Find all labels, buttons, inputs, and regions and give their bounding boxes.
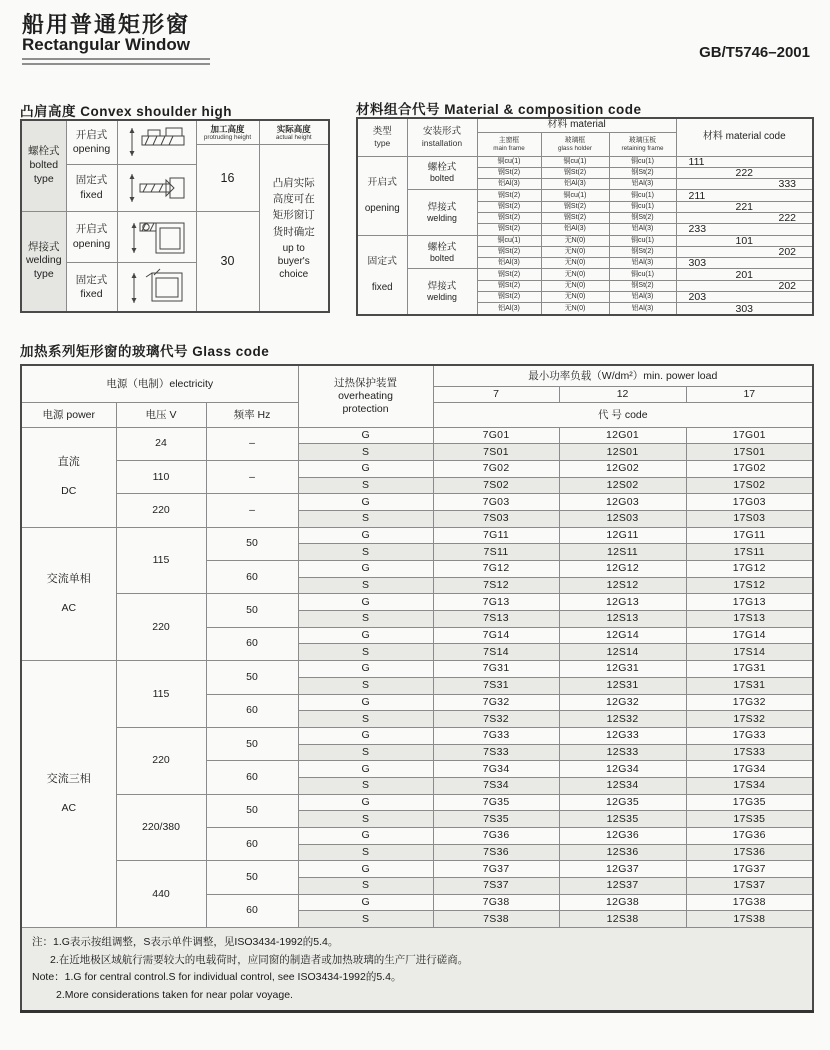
code-17-cell: 17S31 <box>686 677 813 694</box>
code-17-cell: 17G14 <box>686 627 813 644</box>
installation-header: 安装形式 installation <box>407 118 477 156</box>
main-frame-material-cell: 钢St(2) <box>477 292 541 303</box>
shoulder-table <box>20 119 330 313</box>
main-frame-material-cell: 铝Al(3) <box>477 179 541 190</box>
protection-cell: S <box>298 677 433 694</box>
code-17-cell: 17G32 <box>686 694 813 711</box>
note-line-3: Note：1.G for central control.S for individual control, see ISO3434-1992的5.4。 <box>32 971 402 984</box>
frequency-cell: 50 <box>206 861 298 894</box>
code-7-cell: 7S12 <box>433 577 559 594</box>
protection-cell: S <box>298 911 433 928</box>
code-7-cell: 7G02 <box>433 460 559 477</box>
material-table-body <box>357 156 813 315</box>
code-12-cell: 12G03 <box>559 494 686 511</box>
code-17-cell: 17S37 <box>686 878 813 895</box>
code-7-cell: 7S37 <box>433 878 559 895</box>
main-frame-material-cell: 钢St(2) <box>477 190 541 201</box>
code-17-cell: 17G35 <box>686 794 813 811</box>
voltage-cell: 220 <box>116 594 206 661</box>
code-7-cell: 7S34 <box>433 777 559 794</box>
load-17-header: 17 <box>686 386 813 402</box>
installation-cell: 螺栓式 bolted <box>407 156 477 190</box>
glass-section-heading: 加热系列矩形窗的玻璃代号 Glass code <box>20 344 270 359</box>
material-code-cell: 221 <box>676 201 813 212</box>
code-17-cell: 17S13 <box>686 611 813 628</box>
welding-fixed-cross-section-diagram <box>122 265 192 309</box>
note-line-1: 注：1.G表示按组调整，S表示单件调整，见ISO3434-1992的5.4。 <box>32 936 339 949</box>
notes-box <box>21 928 813 1012</box>
retaining-frame-material-cell: 钢St(2) <box>609 167 676 178</box>
code-17-cell: 17S12 <box>686 577 813 594</box>
glass-holder-material-cell: 无N(0) <box>541 258 609 269</box>
retaining-frame-material-cell: 铝Al(3) <box>609 303 676 315</box>
glass-code-table <box>20 364 814 1013</box>
code-17-cell: 17S01 <box>686 444 813 461</box>
bolted-type-en2: type <box>33 172 54 185</box>
retaining-frame-material-cell: 铝Al(3) <box>609 258 676 269</box>
code-7-cell: 7S35 <box>433 811 559 828</box>
main-frame-material-cell: 钢St(2) <box>477 246 541 257</box>
code-12-cell: 12G12 <box>559 561 686 578</box>
code-7-cell: 7S33 <box>433 744 559 761</box>
code-7-cell: 7G11 <box>433 527 559 544</box>
protection-cell: S <box>298 811 433 828</box>
glass-holder-material-cell: 钢St(2) <box>541 201 609 212</box>
frequency-cell: 50 <box>206 727 298 760</box>
code-17-cell: 17S03 <box>686 510 813 527</box>
fixed-cell-2: 固定式 fixed <box>66 262 117 312</box>
material-table-head <box>357 118 813 156</box>
electricity-header: 电源（电制）electricity <box>21 365 298 402</box>
bolted-opening-diagram-cell <box>117 120 196 164</box>
code-7-cell: 7S32 <box>433 711 559 728</box>
main-frame-material-cell: 铝Al(3) <box>477 258 541 269</box>
material-header: 材料 material <box>477 118 676 132</box>
protection-cell: G <box>298 494 433 511</box>
glass-table-body <box>21 427 813 928</box>
load-12-header: 12 <box>559 386 686 402</box>
power-type-cell: 交流单相 AC <box>21 527 116 661</box>
code-12-cell: 12G33 <box>559 727 686 744</box>
protection-cell: S <box>298 844 433 861</box>
code-12-cell: 12S32 <box>559 711 686 728</box>
glass-holder-material-cell: 铝Al(3) <box>541 224 609 235</box>
code-12-cell: 12G31 <box>559 661 686 678</box>
material-row <box>357 190 813 201</box>
protection-cell: S <box>298 477 433 494</box>
code-7-cell: 7G33 <box>433 727 559 744</box>
code-7-cell: 7S31 <box>433 677 559 694</box>
glass-code-row <box>21 861 813 878</box>
code-7-cell: 7G12 <box>433 561 559 578</box>
page-title-chinese: 船用普通矩形窗 <box>22 12 191 37</box>
code-12-cell: 12S35 <box>559 811 686 828</box>
material-table <box>356 117 814 316</box>
code-7-cell: 7G32 <box>433 694 559 711</box>
material-code-cell: 222 <box>676 167 813 178</box>
welding-opening-cross-section-diagram <box>122 215 192 259</box>
protection-cell: G <box>298 861 433 878</box>
shoulder-section-heading: 凸肩高度 Convex shoulder high <box>20 104 233 119</box>
installation-cell: 焊接式 welding <box>407 269 477 315</box>
overheating-protection-header: 过热保护装置 overheating protection <box>298 365 433 427</box>
frequency-cell: 60 <box>206 761 298 794</box>
main-frame-material-cell: 铜cu(1) <box>477 156 541 167</box>
code-17-cell: 17G02 <box>686 460 813 477</box>
voltage-cell: 115 <box>116 527 206 594</box>
title-underline <box>22 58 210 65</box>
code-17-cell: 17S38 <box>686 911 813 928</box>
protection-cell: G <box>298 694 433 711</box>
code-7-cell: 7S02 <box>433 477 559 494</box>
glass-holder-material-cell: 无N(0) <box>541 269 609 280</box>
glass-holder-material-cell: 无N(0) <box>541 235 609 246</box>
main-frame-header: 主窗框 main frame <box>477 132 541 156</box>
power-type-cell: 直流 DC <box>21 427 116 527</box>
material-code-cell: 222 <box>676 212 813 223</box>
protection-cell: G <box>298 427 433 444</box>
material-code-header: 材料 material code <box>676 118 813 156</box>
code-12-cell: 12G32 <box>559 694 686 711</box>
bolted-fixed-diagram-cell <box>117 164 196 211</box>
glass-table-foot <box>21 928 813 1012</box>
code-17-cell: 17S36 <box>686 844 813 861</box>
material-row <box>357 269 813 280</box>
glass-holder-material-cell: 无N(0) <box>541 280 609 291</box>
material-code-cell: 111 <box>676 156 813 167</box>
code-17-cell: 17S34 <box>686 777 813 794</box>
material-code-cell: 211 <box>676 190 813 201</box>
frequency-cell: – <box>206 427 298 460</box>
code-7-cell: 7S03 <box>433 510 559 527</box>
min-power-load-header: 最小功率负载（W/dm²）min. power load <box>433 365 813 386</box>
protection-cell: S <box>298 577 433 594</box>
frequency-cell: 50 <box>206 661 298 694</box>
glass-holder-header: 玻璃框 glass holder <box>541 132 609 156</box>
material-code-cell: 202 <box>676 280 813 291</box>
retaining-frame-material-cell: 铜cu(1) <box>609 190 676 201</box>
code-17-cell: 17G01 <box>686 427 813 444</box>
code-header: 代 号 code <box>433 402 813 427</box>
power-header: 电源 power <box>21 402 116 427</box>
main-frame-material-cell: 钢St(2) <box>477 224 541 235</box>
code-12-cell: 12G38 <box>559 894 686 911</box>
voltage-cell: 220/380 <box>116 794 206 861</box>
glass-code-row <box>21 527 813 544</box>
material-code-cell: 203 <box>676 292 813 303</box>
material-code-cell: 202 <box>676 246 813 257</box>
glass-code-row <box>21 794 813 811</box>
code-17-cell: 17G38 <box>686 894 813 911</box>
glass-holder-material-cell: 铜cu(1) <box>541 156 609 167</box>
glass-code-row <box>21 594 813 611</box>
code-17-cell: 17G03 <box>686 494 813 511</box>
code-7-cell: 7G13 <box>433 594 559 611</box>
code-12-cell: 12G02 <box>559 460 686 477</box>
code-7-cell: 7G01 <box>433 427 559 444</box>
voltage-cell: 110 <box>116 460 206 493</box>
bolted-opening-cross-section-diagram <box>122 123 192 161</box>
main-frame-material-cell: 钢St(2) <box>477 269 541 280</box>
glass-code-row <box>21 727 813 744</box>
voltage-cell: 220 <box>116 727 206 794</box>
protection-cell: G <box>298 561 433 578</box>
protection-cell: S <box>298 611 433 628</box>
protection-cell: G <box>298 661 433 678</box>
protection-cell: S <box>298 444 433 461</box>
bolted-fixed-cross-section-diagram <box>122 168 192 208</box>
welding-type-cell: 焊接式 welding type <box>21 211 66 312</box>
material-code-cell: 101 <box>676 235 813 246</box>
voltage-cell: 24 <box>116 427 206 460</box>
retaining-frame-material-cell: 铝Al(3) <box>609 224 676 235</box>
fixed-cell: 固定式 fixed <box>66 164 117 211</box>
main-frame-material-cell: 钢St(2) <box>477 201 541 212</box>
height-30-cell: 30 <box>196 211 259 312</box>
voltage-header: 电压 V <box>116 402 206 427</box>
voltage-cell: 440 <box>116 861 206 928</box>
code-7-cell: 7S36 <box>433 844 559 861</box>
frequency-cell: 50 <box>206 594 298 627</box>
code-17-cell: 17G31 <box>686 661 813 678</box>
type-header: 类型 type <box>357 118 407 156</box>
code-7-cell: 7S38 <box>433 911 559 928</box>
main-frame-material-cell: 钢St(2) <box>477 280 541 291</box>
opening-cell: 开启式 opening <box>66 120 117 164</box>
note-line-2: 2.在近地极区域航行需要较大的电载荷时，应同窗的制造者或加热玻璃的生产厂进行磋商。 <box>50 953 469 966</box>
glass-holder-material-cell: 铜cu(1) <box>541 190 609 201</box>
voltage-cell: 220 <box>116 494 206 527</box>
code-17-cell: 17S32 <box>686 711 813 728</box>
load-7-header: 7 <box>433 386 559 402</box>
code-12-cell: 12G37 <box>559 861 686 878</box>
material-code-cell: 201 <box>676 269 813 280</box>
height-16-cell: 16 <box>196 144 259 211</box>
frequency-cell: 60 <box>206 694 298 727</box>
glass-holder-material-cell: 钢St(2) <box>541 212 609 223</box>
retaining-frame-material-cell: 铜cu(1) <box>609 201 676 212</box>
code-7-cell: 7S13 <box>433 611 559 628</box>
code-17-cell: 17G12 <box>686 561 813 578</box>
protection-cell: G <box>298 460 433 477</box>
opening-cell-2: 开启式 opening <box>66 211 117 262</box>
bolted-type-en1: bolted <box>29 158 59 171</box>
glass-table-head <box>21 365 813 427</box>
material-code-cell: 333 <box>676 179 813 190</box>
glass-code-row <box>21 494 813 511</box>
glass-holder-material-cell: 无N(0) <box>541 303 609 315</box>
code-17-cell: 17S35 <box>686 811 813 828</box>
glass-holder-material-cell: 无N(0) <box>541 292 609 303</box>
retaining-frame-material-cell: 铜cu(1) <box>609 235 676 246</box>
code-12-cell: 12S34 <box>559 777 686 794</box>
code-17-cell: 17G13 <box>686 594 813 611</box>
protection-cell: S <box>298 644 433 661</box>
code-12-cell: 12G13 <box>559 594 686 611</box>
code-7-cell: 7S14 <box>433 644 559 661</box>
glass-code-row <box>21 460 813 477</box>
protection-cell: S <box>298 744 433 761</box>
glass-holder-material-cell: 铝Al(3) <box>541 179 609 190</box>
retaining-frame-material-cell: 铝Al(3) <box>609 179 676 190</box>
protection-cell: S <box>298 544 433 561</box>
material-code-cell: 233 <box>676 224 813 235</box>
code-12-cell: 12G01 <box>559 427 686 444</box>
retaining-frame-material-cell: 铜cu(1) <box>609 156 676 167</box>
protection-cell: G <box>298 594 433 611</box>
code-12-cell: 12S02 <box>559 477 686 494</box>
code-12-cell: 12S37 <box>559 878 686 895</box>
welding-fixed-diagram-cell <box>117 262 196 312</box>
code-12-cell: 12G14 <box>559 627 686 644</box>
code-7-cell: 7G36 <box>433 828 559 845</box>
frequency-cell: 60 <box>206 828 298 861</box>
protection-cell: G <box>298 527 433 544</box>
code-17-cell: 17G33 <box>686 727 813 744</box>
frequency-header: 频率 Hz <box>206 402 298 427</box>
code-7-cell: 7S11 <box>433 544 559 561</box>
power-type-cell: 交流三相 AC <box>21 661 116 928</box>
retaining-frame-header: 玻璃压板 retaining frame <box>609 132 676 156</box>
protection-cell: S <box>298 711 433 728</box>
protection-cell: G <box>298 794 433 811</box>
page-title-english: Rectangular Window <box>22 35 190 54</box>
protection-cell: S <box>298 777 433 794</box>
code-7-cell: 7G35 <box>433 794 559 811</box>
main-frame-material-cell: 铝Al(3) <box>477 303 541 315</box>
type-cell: 开启式 opening <box>357 156 407 235</box>
bolted-type-cn: 螺栓式 <box>28 145 60 158</box>
code-12-cell: 12S01 <box>559 444 686 461</box>
retaining-frame-material-cell: 钢St(2) <box>609 212 676 223</box>
note-line-4: 2.More considerations taken for near polar voyage. <box>56 988 293 1001</box>
code-12-cell: 12S11 <box>559 544 686 561</box>
code-12-cell: 12G34 <box>559 761 686 778</box>
code-17-cell: 17S02 <box>686 477 813 494</box>
code-12-cell: 12S03 <box>559 510 686 527</box>
protection-cell: G <box>298 727 433 744</box>
main-frame-material-cell: 铜cu(1) <box>477 235 541 246</box>
material-row <box>357 235 813 246</box>
glass-holder-material-cell: 钢St(2) <box>541 167 609 178</box>
material-code-cell: 303 <box>676 258 813 269</box>
frequency-cell: – <box>206 494 298 527</box>
code-12-cell: 12G36 <box>559 828 686 845</box>
retaining-frame-material-cell: 钢St(2) <box>609 246 676 257</box>
protection-cell: S <box>298 510 433 527</box>
retaining-frame-material-cell: 钢St(2) <box>609 280 676 291</box>
main-frame-material-cell: 钢St(2) <box>477 167 541 178</box>
welding-opening-diagram-cell <box>117 211 196 262</box>
code-17-cell: 17S14 <box>686 644 813 661</box>
code-17-cell: 17G11 <box>686 527 813 544</box>
frequency-cell: – <box>206 460 298 493</box>
bolted-type-cell <box>21 120 66 211</box>
code-7-cell: 7G38 <box>433 894 559 911</box>
protection-cell: G <box>298 894 433 911</box>
code-17-cell: 17G36 <box>686 828 813 845</box>
actual-height-note-cell: 凸肩实际高度可在矩形窗订货时确定 up to buyer's choice <box>259 144 329 312</box>
code-17-cell: 17S33 <box>686 744 813 761</box>
material-row <box>357 156 813 167</box>
protection-cell: G <box>298 627 433 644</box>
retaining-frame-material-cell: 铝Al(3) <box>609 292 676 303</box>
code-12-cell: 12S14 <box>559 644 686 661</box>
code-12-cell: 12G35 <box>559 794 686 811</box>
glass-code-row <box>21 427 813 444</box>
frequency-cell: 50 <box>206 794 298 827</box>
code-17-cell: 17G34 <box>686 761 813 778</box>
installation-cell: 焊接式 welding <box>407 190 477 235</box>
type-cell: 固定式 fixed <box>357 235 407 315</box>
frequency-cell: 60 <box>206 627 298 660</box>
code-12-cell: 12S31 <box>559 677 686 694</box>
glass-code-row <box>21 661 813 678</box>
protection-cell: G <box>298 828 433 845</box>
frequency-cell: 50 <box>206 527 298 560</box>
material-code-cell: 303 <box>676 303 813 315</box>
code-17-cell: 17S11 <box>686 544 813 561</box>
code-7-cell: 7G34 <box>433 761 559 778</box>
code-17-cell: 17G37 <box>686 861 813 878</box>
main-frame-material-cell: 钢St(2) <box>477 212 541 223</box>
frequency-cell: 60 <box>206 561 298 594</box>
code-7-cell: 7G03 <box>433 494 559 511</box>
code-12-cell: 12S33 <box>559 744 686 761</box>
standard-number: GB/T5746–2001 <box>699 44 810 61</box>
code-7-cell: 7G14 <box>433 627 559 644</box>
protection-cell: G <box>298 761 433 778</box>
frequency-cell: 60 <box>206 894 298 927</box>
code-7-cell: 7G37 <box>433 861 559 878</box>
code-12-cell: 12S38 <box>559 911 686 928</box>
code-7-cell: 7G31 <box>433 661 559 678</box>
voltage-cell: 115 <box>116 661 206 728</box>
code-7-cell: 7S01 <box>433 444 559 461</box>
protection-cell: S <box>298 878 433 895</box>
protruding-height-header: 加工高度 protruding height <box>196 120 259 144</box>
installation-cell: 螺栓式 bolted <box>407 235 477 269</box>
code-12-cell: 12S12 <box>559 577 686 594</box>
code-12-cell: 12S13 <box>559 611 686 628</box>
material-section-heading: 材料组合代号 Material & composition code <box>356 102 642 117</box>
actual-height-header: 实际高度 actual height <box>259 120 329 144</box>
glass-holder-material-cell: 无N(0) <box>541 246 609 257</box>
code-12-cell: 12S36 <box>559 844 686 861</box>
code-12-cell: 12G11 <box>559 527 686 544</box>
retaining-frame-material-cell: 铜cu(1) <box>609 269 676 280</box>
